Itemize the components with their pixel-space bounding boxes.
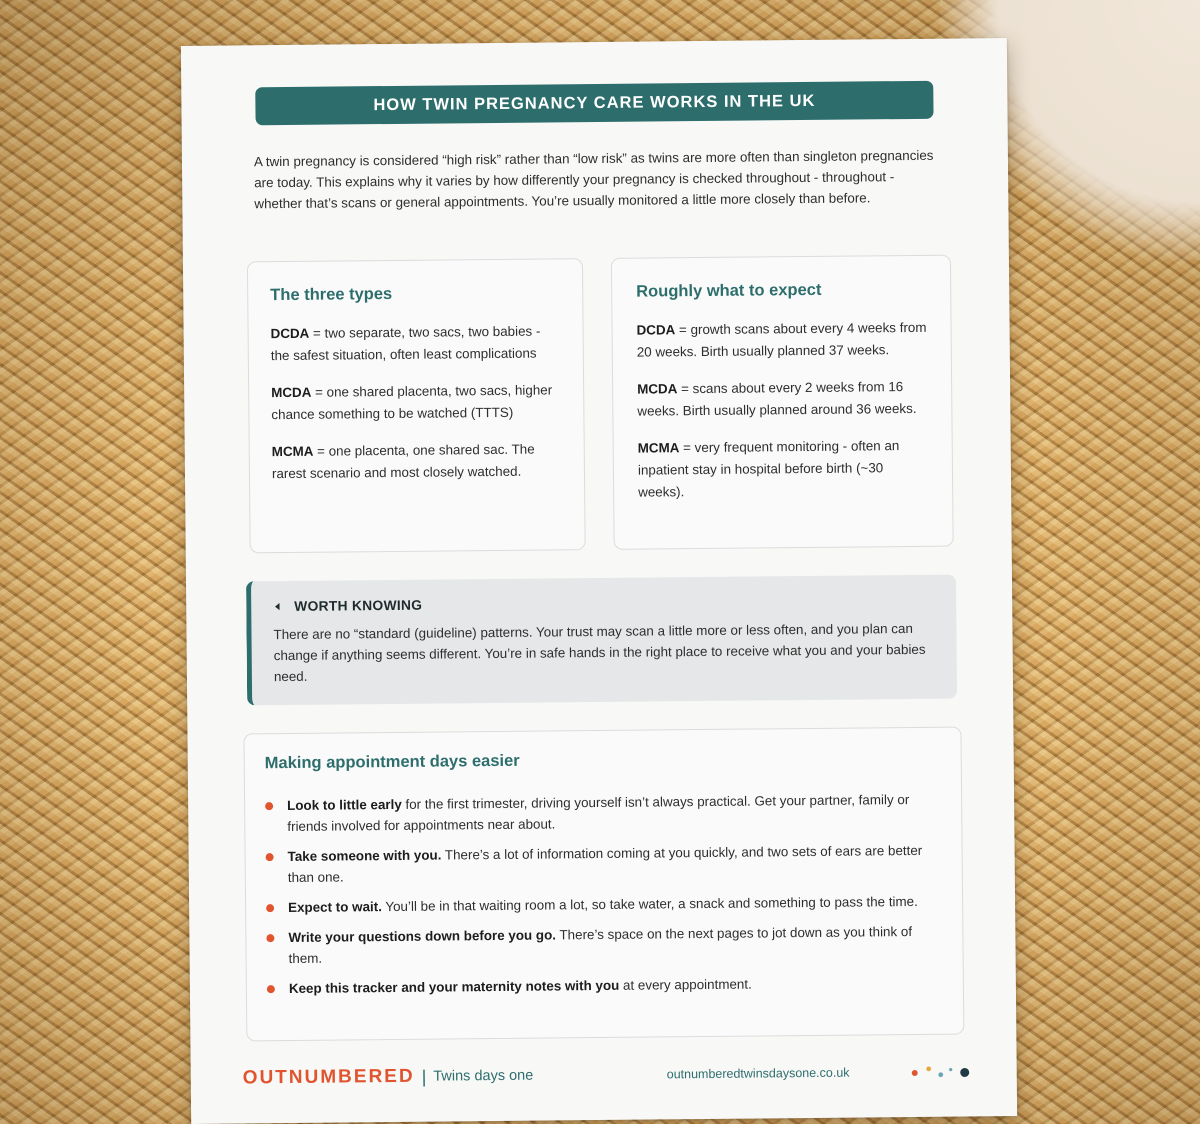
types-item-term: DCDA bbox=[270, 325, 310, 342]
worth-knowing-body: There are no “standard (guideline) patterns. Your trust may scan a little more or less often, and you plan can change if anything seems different. You’re in safe hands in the right place to receive what you and your babies need. bbox=[273, 620, 926, 685]
list-item bbox=[266, 891, 942, 918]
expect-item bbox=[638, 435, 929, 504]
info-sheet bbox=[181, 38, 1017, 1124]
expect-item bbox=[637, 376, 927, 423]
bullet-dot-icon bbox=[267, 985, 275, 993]
expect-item-term: MCDA bbox=[637, 381, 678, 397]
list-item bbox=[267, 972, 943, 999]
types-item-text: = one shared placenta, two sacs, higher chance something to be watched (TTTS) bbox=[271, 382, 553, 423]
appointments-card bbox=[243, 727, 964, 1042]
types-item bbox=[271, 320, 561, 367]
website-url: outnumberedtwinsdaysone.co.uk bbox=[666, 1065, 850, 1082]
types-card bbox=[247, 258, 586, 553]
list-item-text: There’s space on the next pages to jot down as you think of them. bbox=[288, 924, 913, 966]
types-item bbox=[271, 379, 561, 426]
expect-item-term: DCDA bbox=[636, 322, 676, 338]
list-item bbox=[266, 921, 942, 969]
list-item-bold: Expect to wait. bbox=[288, 899, 382, 915]
decorative-dots-icon bbox=[911, 1064, 973, 1079]
worth-knowing-header bbox=[273, 593, 934, 614]
list-item-bold: Write your questions down before you go. bbox=[288, 927, 557, 945]
list-item-bold: Look to little early bbox=[287, 796, 402, 814]
bullet-dot-icon bbox=[266, 904, 274, 912]
list-item-bold: Take someone with you. bbox=[287, 847, 442, 865]
chevron-left-icon bbox=[273, 602, 282, 611]
list-item-text: There’s a lot of information coming at you quickly, and two sets of ears are better than one. bbox=[287, 842, 923, 886]
types-item bbox=[272, 438, 562, 485]
expect-item-term: MCMA bbox=[637, 440, 680, 456]
types-item-term: MCDA bbox=[271, 384, 312, 401]
appointments-title: Making appointment days easier bbox=[264, 751, 520, 773]
worth-knowing-callout bbox=[246, 575, 957, 706]
intro-paragraph: A twin pregnancy is considered “high risk” rather than “low risk” as twins are more often than singleton pregnancies are today. This explains why it varies by how differently your pregnancy is checked throughout - throughout - whether that’s scans or general appointments. You’re usually monitored a little more closely than before. bbox=[253, 147, 934, 212]
list-item-text: You’ll be in that waiting room a lot, so take water, a snack and something to pass the time. bbox=[381, 893, 918, 915]
brand-tagline: Twins days one bbox=[433, 1067, 534, 1085]
expect-item-text: = scans about every 2 weeks from 16 weeks. Birth usually planned around 36 weeks. bbox=[637, 379, 917, 419]
types-card-title: The three types bbox=[270, 284, 393, 305]
bullet-dot-icon bbox=[266, 934, 274, 942]
expect-card-title: Roughly what to expect bbox=[636, 280, 822, 301]
bullet-dot-icon bbox=[266, 853, 274, 861]
expect-item bbox=[636, 317, 926, 364]
bullet-dot-icon bbox=[265, 802, 273, 810]
list-item-text: at every appointment. bbox=[619, 976, 752, 993]
list-item bbox=[265, 789, 941, 837]
worth-knowing-title: WORTH KNOWING bbox=[294, 597, 423, 614]
types-item-text: = two separate, two sacs, two babies - the safest situation, often least complications bbox=[270, 323, 541, 364]
expect-card bbox=[611, 255, 954, 550]
page-footer bbox=[243, 1056, 973, 1093]
expect-item-text: = growth scans about every 4 weeks from 20 weeks. Birth usually planned 37 weeks. bbox=[636, 319, 927, 360]
appointments-list bbox=[265, 789, 943, 999]
types-item-text: = one placenta, one shared sac. The rarest scenario and most closely watched. bbox=[271, 441, 535, 482]
list-item-bold: Keep this tracker and your maternity notes with you bbox=[288, 977, 620, 996]
types-item-term: MCMA bbox=[271, 443, 314, 460]
list-item-text: for the first trimester, driving yourself isn’t always practical. Get your partner, family or friends involved for appointments near about. bbox=[287, 792, 910, 835]
brand-logo-text: OUTNUMBERED bbox=[242, 1065, 415, 1089]
brand-separator: | bbox=[421, 1066, 427, 1087]
list-item bbox=[266, 840, 942, 888]
expect-item-text: = very frequent monitoring - often an inpatient stay in hospital before birth (~30 weeks). bbox=[637, 438, 900, 500]
page-title: HOW TWIN PREGNANCY CARE WORKS IN THE UK bbox=[255, 81, 933, 126]
